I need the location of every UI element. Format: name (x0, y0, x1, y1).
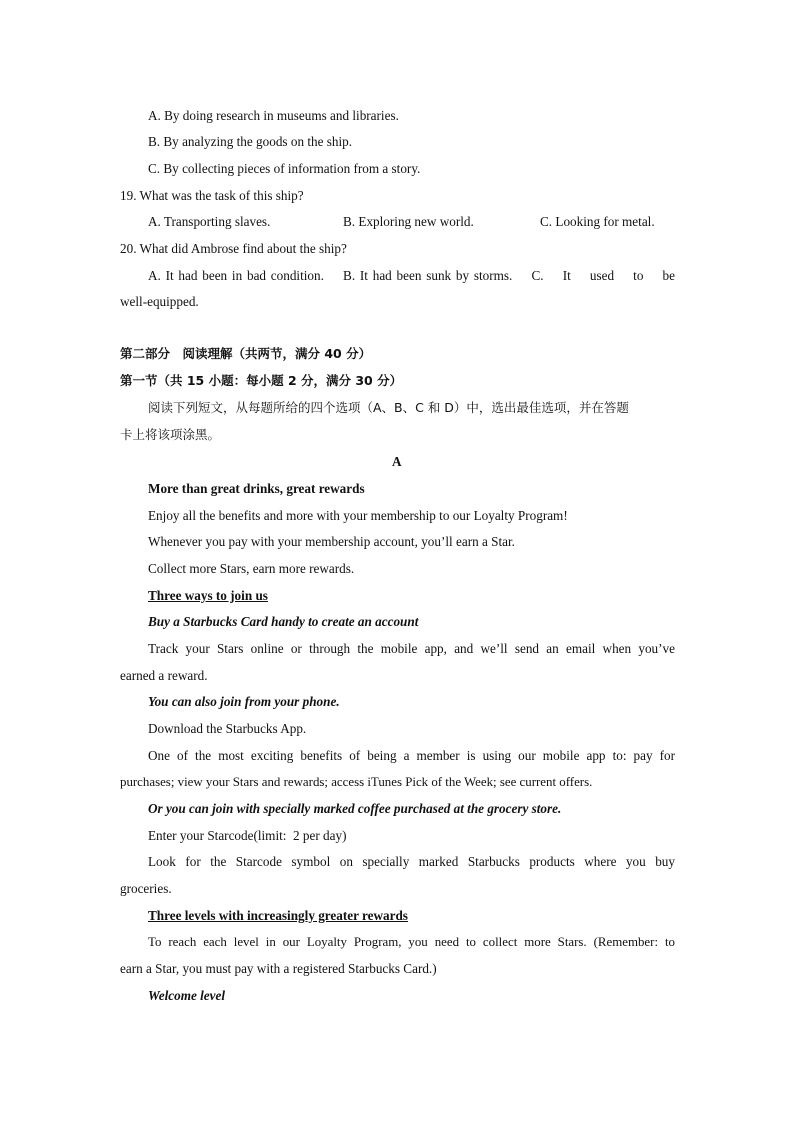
way2-line-1: One of the most exciting benefits of being a member is using our mobile app to: pay for (148, 748, 675, 763)
section-subtitle: 第一节（共 15 小题：每小题 2 分，满分 30 分） (120, 373, 403, 388)
way2-heading: You can also join from your phone. (148, 694, 340, 709)
way3-paragraph-1: Enter your Starcode(limit: 2 per day) (148, 828, 347, 843)
q20-options: A. It had been in bad condition. B. It had been sunk by storms. C. It used to be (148, 268, 675, 283)
passage-letter: A (392, 454, 402, 469)
passage-paragraph-3: Collect more Stars, earn more rewards. (148, 561, 355, 576)
way3-line-2: groceries. (120, 881, 172, 896)
way3-line-1: Look for the Starcode symbol on specially marked Starbucks products where you buy (148, 854, 675, 869)
q18-option-b: B. By analyzing the goods on the ship. (148, 134, 353, 149)
q19-option-c: C. Looking for metal. (540, 214, 655, 229)
join-heading: Three ways to join us (148, 588, 268, 603)
passage-paragraph-1: Enjoy all the benefits and more with your membership to our Loyalty Program! (148, 508, 568, 523)
levels-line-1: To reach each level in our Loyalty Program, you need to collect more Stars. (Remember: to (148, 935, 675, 949)
instruction-line-1: 阅读下列短文，从每题所给的四个选项（A、B、C 和 D）中，选出最佳选项，并在答题 (148, 400, 629, 415)
way3-heading: Or you can join with specially marked coffee purchased at the grocery store. (148, 801, 562, 816)
q20-options-continued: well-equipped. (120, 294, 199, 309)
q19-question: 19. What was the task of this ship? (120, 188, 304, 203)
q19-option-b: B. Exploring new world. (343, 214, 474, 229)
q18-option-c: C. By collecting pieces of information from a story. (148, 161, 421, 176)
part-title: 第二部分 阅读理解（共两节，满分 40 分） (120, 346, 372, 361)
way1-line-2: earned a reward. (120, 668, 208, 683)
q18-option-a: A. By doing research in museums and libraries. (148, 108, 399, 123)
levels-heading: Three levels with increasingly greater rewards (148, 908, 408, 923)
passage-paragraph-2: Whenever you pay with your membership account, you’ll earn a Star. (148, 534, 515, 549)
way2-paragraph-1: Download the Starbucks App. (148, 721, 307, 736)
passage-heading: More than great drinks, great rewards (148, 481, 365, 496)
q20-question: 20. What did Ambrose find about the ship? (120, 241, 347, 256)
way1-heading: Buy a Starbucks Card handy to create an account (148, 614, 419, 629)
welcome-level-heading: Welcome level (148, 988, 226, 1003)
way2-line-2: purchases; view your Stars and rewards; access iTunes Pick of the Week; see current offers. (120, 775, 593, 789)
way1-line-1: Track your Stars online or through the mobile app, and we’ll send an email when you’ve (148, 641, 675, 656)
instruction-line-2: 卡上将该项涂黑。 (120, 427, 221, 442)
q19-option-a: A. Transporting slaves. (148, 214, 271, 229)
levels-line-2: earn a Star, you must pay with a registered Starbucks Card.) (120, 961, 437, 976)
